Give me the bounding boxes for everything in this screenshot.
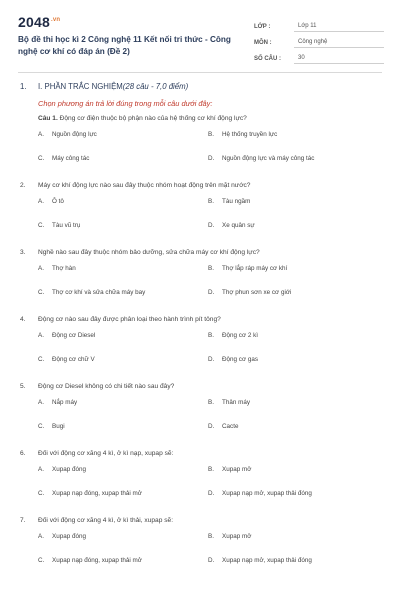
meta-value: Lớp 11 [294,23,384,32]
option-b[interactable]: B. Xupap mở [208,533,252,540]
question-body: Đối với động cơ xăng 4 kì, ở kì nạp, xupap sẽ: [38,450,174,457]
site-logo[interactable] [18,14,60,30]
question-body: Nghề nào sau đây thuộc nhóm bảo dưỡng, sửa chữa máy cơ khí động lực? [38,249,260,256]
question-item [20,181,380,238]
option-b[interactable]: B. Xupap mở [208,466,252,473]
answer-options [38,525,380,573]
option-a[interactable]: A. Xupap đóng [38,466,86,473]
option-a[interactable]: A. Nắp máy [38,399,78,406]
section-points: (28 câu - 7,0 điểm) [122,82,189,91]
meta-row-class [254,16,384,32]
option-c[interactable]: C. Tàu vũ trụ [38,222,81,229]
logo-suffix: .vn [50,17,61,24]
question-number: 5. [20,383,26,390]
section-heading [20,80,380,94]
question-list [20,80,380,573]
option-b[interactable]: B. Thân máy [208,399,250,406]
meta-label: SỐ CÂU : [254,56,281,62]
answer-options [38,458,380,506]
question-item [20,248,380,305]
question-number: 6. [20,450,26,457]
answer-options [38,123,380,171]
question-spacer [20,372,380,382]
answer-options [38,324,380,372]
option-a[interactable]: A. Xupap đóng [38,533,86,540]
option-d[interactable]: D. Nguồn động lực và máy công tác [208,155,315,162]
option-b[interactable]: B. Tàu ngầm [208,198,251,205]
meta-label: MÔN : [254,40,272,46]
option-c[interactable]: C. Xupap nạp đóng, xupap thải mở [38,557,142,564]
option-a[interactable]: A. Nguồn động lực [38,131,97,138]
logo-text: 2048 [18,14,50,30]
question-text [20,248,380,257]
option-a[interactable]: A. Ô tô [38,198,64,205]
option-b[interactable]: B. Hệ thống truyền lực [208,131,278,138]
meta-value: Công nghệ [294,39,384,48]
option-a[interactable]: A. Động cơ Diesel [38,332,96,339]
document-title: Bộ đề thi học kì 2 Công nghệ 11 Kết nối tri thức - Công nghệ cơ khí có đáp án (Đề 2) [18,35,231,56]
section-title: I. PHẦN TRẮC NGHIỆM [38,82,123,91]
option-c[interactable]: C. Xupap nạp đóng, xupap thải mở [38,490,142,497]
question-spacer [20,171,380,181]
question-number: 3. [20,249,26,256]
option-c[interactable]: C. Động cơ chữ V [38,356,95,363]
question-spacer [20,305,380,315]
question-item [20,114,380,171]
question-text [20,516,380,525]
option-c[interactable]: C. Thợ cơ khí và sửa chữa máy bay [38,289,146,296]
answer-options [38,257,380,305]
document-header [18,14,384,64]
section-number: 1. [20,82,27,91]
question-item [20,315,380,372]
question-item [20,449,380,506]
question-number: 7. [20,517,26,524]
question-body: Máy cơ khí động lực nào sau đây thuộc nhóm hoạt động trên mặt nước? [38,182,251,189]
question-number: 4. [20,316,26,323]
section-instruction: Chọn phương án trả lời đúng trong mỗi câu dưới đây: [38,99,213,108]
question-text [20,315,380,324]
question-body: Động cơ điện thuộc bộ phận nào của hệ thống cơ khí động lực? [57,115,247,122]
question-item [20,382,380,439]
option-d[interactable]: D. Xupap nạp mở, xupap thải đóng [208,490,312,497]
meta-row-subject [254,32,384,48]
answer-options [38,190,380,238]
question-number: 2. [20,182,26,189]
question-text [20,449,380,458]
question-spacer [20,506,380,516]
option-d[interactable]: D. Động cơ gas [208,356,258,363]
question-text [20,382,380,391]
question-item [20,516,380,573]
question-label: Câu 1. [38,115,58,122]
meta-row-count [254,48,384,64]
meta-label: LỚP : [254,24,271,30]
question-body: Động cơ nào sau đây được phân loại theo hành trình pít tông? [38,316,221,323]
question-body: Đối với động cơ xăng 4 kì, ở kì thải, xupap sẽ: [38,517,174,524]
question-spacer [20,238,380,248]
option-b[interactable]: B. Thợ lắp ráp máy cơ khí [208,265,288,272]
option-d[interactable]: D. Thợ phun sơn xe cơ giới [208,289,292,296]
option-c[interactable]: C. Bugi [38,423,65,430]
option-d[interactable]: D. Cacte [208,423,239,430]
option-c[interactable]: C. Máy công tác [38,155,90,162]
meta-info [254,16,384,64]
option-d[interactable]: D. Xupap nạp mở, xupap thải đóng [208,557,312,564]
question-body: Động cơ Diesel không có chi tiết nào sau đây? [38,383,175,390]
question-text [20,181,380,190]
option-d[interactable]: D. Xe quân sự [208,222,255,229]
option-b[interactable]: B. Động cơ 2 kì [208,332,258,339]
option-a[interactable]: A. Thợ hàn [38,265,76,272]
question-spacer [20,439,380,449]
answer-options [38,391,380,439]
header-divider [18,72,382,73]
meta-value: 30 [294,55,384,64]
question-text [38,114,380,123]
